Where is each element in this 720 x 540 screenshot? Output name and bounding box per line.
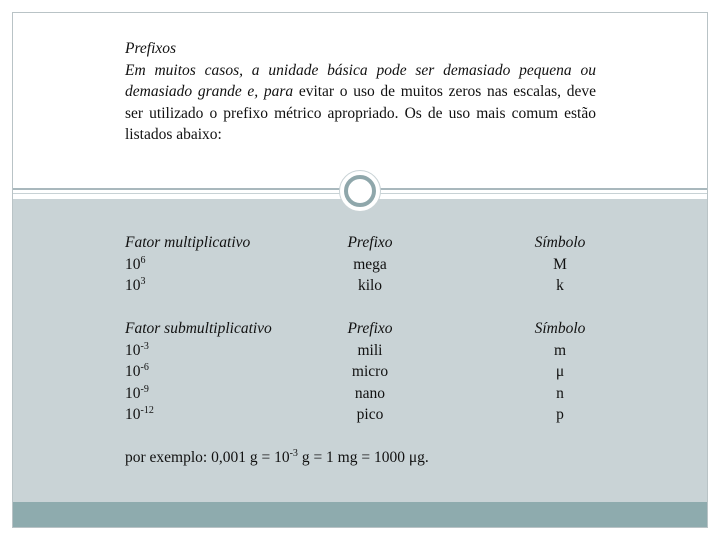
intro-paragraph-italic: Em muitos casos, a unidade básica pode ser demasiado pequena ou demasiado grande e, para — [125, 61, 596, 100]
submultiples-symbol-cell: p — [556, 406, 564, 423]
submultiples-prefix-column — [320, 318, 420, 426]
submultiples-prefix-header: Prefixo — [347, 320, 393, 337]
intro-paragraph-normal: evitar o uso de muitos zeros nas escalas, deve ser utilizado o prefixo métrico apropriado. Os de uso mais comum estão listados abaixo: — [125, 83, 596, 143]
submultiples-prefix-cell: pico — [356, 406, 384, 423]
circle-ornament — [339, 170, 381, 212]
submultiples-factor-row: $10^{-3}$ — [125, 340, 149, 359]
submultiples-factor-row: $10^{-6}$ — [125, 362, 149, 380]
multiples-prefix-cell: kilo — [357, 277, 383, 294]
multiples-factor-column — [125, 232, 250, 297]
multiples-factor-row: $10^6$ — [125, 254, 146, 273]
footer-bar — [13, 502, 707, 527]
ring-icon — [344, 175, 376, 207]
multiples-symbol-cell: M — [553, 255, 567, 273]
submultiples-symbol-column — [510, 318, 610, 426]
multiples-prefix-cell: mega — [353, 255, 387, 273]
example-before: por exemplo: 0,001 g = 10 — [125, 449, 290, 466]
submultiples-prefix-cell: micro — [351, 363, 389, 380]
intro-paragraph — [125, 60, 596, 146]
intro-text — [125, 38, 596, 146]
submultiples-symbol-cell: m — [553, 341, 567, 359]
multiples-symbol-column — [510, 232, 610, 297]
submultiples-factor-header: Fator submultiplicativo — [125, 320, 272, 337]
submultiples-factor-column — [125, 318, 272, 426]
intro-title: Prefixos — [125, 40, 177, 57]
multiples-prefix-column — [320, 232, 420, 297]
example-after: g = 1 mg = 1000 μg. — [297, 449, 429, 466]
example-exponent: -3 — [289, 448, 298, 459]
multiples-symbol-header: Símbolo — [534, 234, 586, 251]
submultiples-prefix-cell: nano — [354, 384, 386, 402]
submultiples-factor-row: $10^{-9}$ — [125, 383, 149, 402]
submultiples-symbol-cell: μ — [555, 363, 565, 380]
multiples-symbol-cell: k — [556, 277, 564, 294]
multiples-factor-row: $10^3$ — [125, 276, 146, 294]
submultiples-factor-row: $10^{-12}$ — [125, 405, 154, 423]
submultiples-prefix-cell: mili — [357, 341, 383, 359]
submultiples-symbol-cell: n — [556, 384, 564, 402]
multiples-factor-header: Fator multiplicativo — [125, 234, 251, 251]
submultiples-symbol-header: Símbolo — [534, 320, 586, 337]
multiples-prefix-header: Prefixo — [347, 234, 393, 251]
example-line — [125, 449, 429, 467]
